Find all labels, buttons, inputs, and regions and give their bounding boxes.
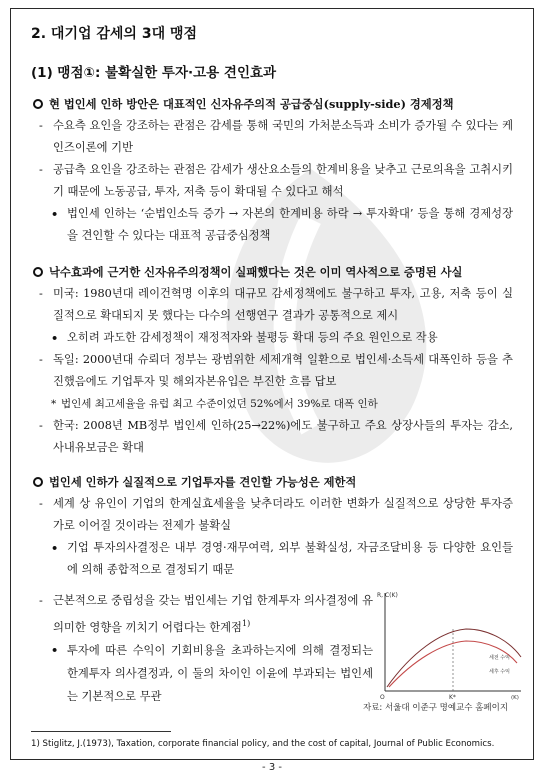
list-item: - 근본적으로 중립성을 갖는 법인세는 기업 한계투자 의사결정에 유의미한 영향을 끼치기 어렵다는 한계점$^{1)}$ (39, 594, 373, 634)
curve-label-2: 세후 수익 (489, 669, 510, 675)
list-item: - 세계 상 유인이 기업의 한계실효세율을 낮추더라도 이러한 변화가 실질적으로 상당한 투자증가로 이어질 것이라는 전제가 불확실 (39, 497, 513, 532)
list-item: - 독일: 2000년대 슈뢰더 정부는 광범위한 세제개혁 일환으로 법인세·소득세 대폭인하 등을 추진했음에도 기업투자 및 해외자본유입은 부진한 흐름 답보 (39, 353, 513, 388)
y-axis-label: R, C(K) (377, 592, 398, 599)
block-heading: 법인세 인하가 실질적으로 기업투자를 견인할 가능성은 제한적 (33, 471, 513, 493)
list-item: - 미국: 1980년대 레이건혁명 이후의 대규모 감세정책에도 불구하고 투자, 고용, 저축 등이 실질적으로 확대되지 못 했다는 다수의 선행연구 결과가 공통적으로 제시 (39, 287, 513, 322)
document-page (10, 8, 534, 760)
list-item: - 한국: 2008년 MB정부 법인세 인하(25→22%)에도 불구하고 주요 상장사들의 투자는 감소, 사내유보금은 확대 (39, 419, 513, 454)
page-number: - 3 - (262, 762, 282, 773)
block-heading: 현 법인세 인하 방안은 대표적인 신자유주의적 공급중심(supply-side) 경제정책 (33, 93, 513, 115)
block-heading: 낙수효과에 근거한 신자유주의정책이 실패했다는 것은 이미 역사적으로 증명된 사실 (33, 261, 513, 283)
block-limited-effect (33, 471, 513, 581)
footnote: 1) Stiglitz, J.(1973), Taxation, corporate financial policy, and the cost of capital, Journal of Public Economics. (31, 739, 495, 749)
circle-bullet-icon (33, 477, 43, 487)
list-item: - 수요측 요인을 강조하는 관점은 감세를 통해 국민의 가처분소득과 소비가 증가될 수 있다는 케인즈이론에 기반 (39, 119, 513, 154)
circle-bullet-icon (33, 99, 43, 109)
origin-label: O (380, 694, 385, 701)
list-item: • 투자에 따른 수익이 기회비용을 초과하는지에 의해 결정되는 한계투자 의사결정과, 이 둘의 차이인 이윤에 부과되는 법인세는 기본적으로 무관 (51, 642, 373, 703)
list-item: * 법인세 최고세율을 유럽 최고 수준이었던 52%에서 39%로 대폭 인하 (51, 398, 378, 410)
list-item: - 공급측 요인을 강조하는 관점은 감세가 생산요소들의 한계비용을 낮추고 근로의욕을 고취시키기 때문에 노동공급, 투자, 저축 등이 확대될 수 있다고 해석 (39, 163, 513, 198)
block-neutrality (33, 589, 373, 708)
graph-caption: 자료: 서울대 이준구 명예교수 홈페이지 (363, 703, 509, 713)
subsection-title: (1) 맹점①: 불확실한 투자·고용 견인효과 (31, 65, 277, 81)
footnote-divider (31, 731, 171, 732)
kstar-label: K* (449, 694, 456, 701)
circle-bullet-icon (33, 267, 43, 277)
block-trickle-down (33, 261, 513, 459)
curve-label-1: 세전 수익 (489, 655, 510, 661)
list-item: • 기업 투자의사결정은 내부 경영·재무여력, 외부 불확실성, 자금조달비용 등 다양한 요인들에 의해 종합적으로 결정되기 때문 (51, 541, 513, 576)
block-supply-side (33, 93, 513, 247)
list-item: • 오히려 과도한 감세정책이 재정적자와 불평등 확대 등의 주요 원인으로 작용 (51, 331, 438, 345)
aftertax-curve (389, 641, 517, 687)
x-axis-label: (K) (511, 695, 519, 701)
list-item: • 법인세 인하는 ‘순법인소득 증가 → 자본의 한계비용 하락 → 투자확대’ 등을 통해 경제성장을 견인할 수 있다는 대표적 공급중심정책 (51, 207, 513, 242)
section-title: 2. 대기업 감세의 3대 맹점 (31, 26, 198, 42)
